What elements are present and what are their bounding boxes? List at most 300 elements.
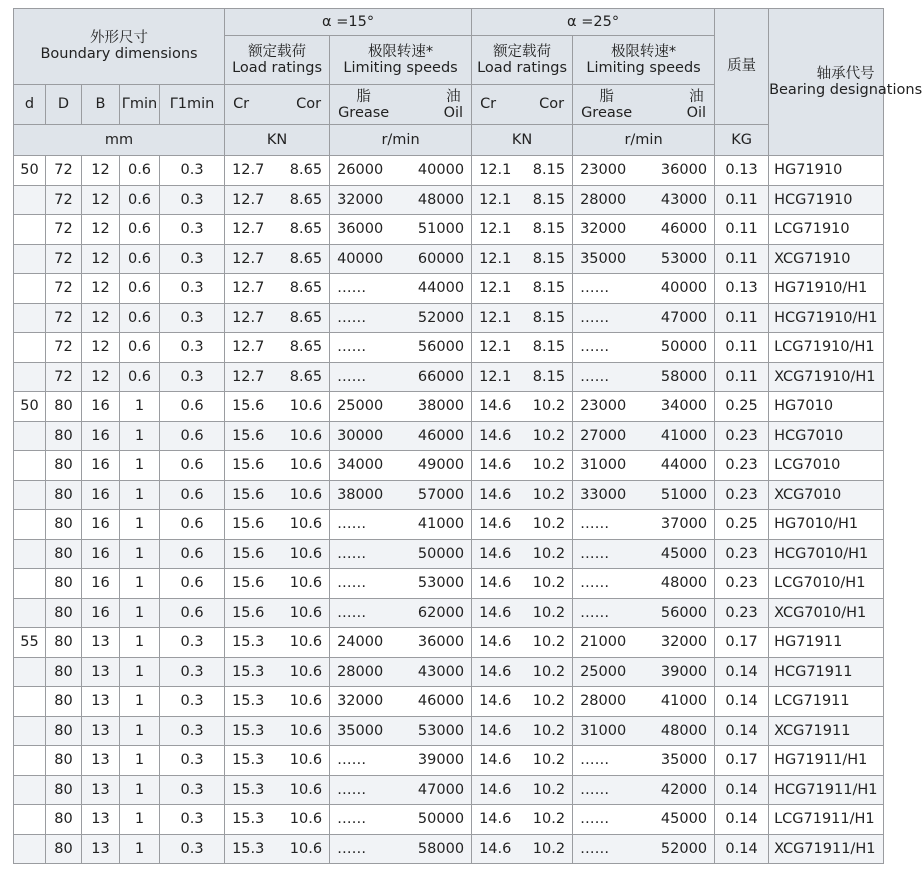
cell-cr-cor-15: 12.7 8.65	[225, 215, 330, 245]
cell-speeds-25: …… 35000	[573, 746, 715, 776]
cell-cr-cor-25: 14.6 10.2	[472, 569, 573, 599]
limiting-speeds-25-header: 极限转速* Limiting speeds	[573, 36, 715, 85]
cell-speeds-25: 33000 51000	[573, 480, 715, 510]
cell-cr-cor-25: 12.1 8.15	[472, 156, 573, 186]
cell-speeds-15: …… 58000	[330, 834, 472, 864]
cell-d	[14, 687, 46, 717]
cell-designation: LCG71910/H1	[769, 333, 884, 363]
cell-D: 72	[46, 244, 82, 274]
designation-header: 轴承代号 Bearing designations	[769, 9, 884, 156]
cell-cr-cor-15: 12.7 8.65	[225, 244, 330, 274]
cell-D: 80	[46, 480, 82, 510]
cell-d	[14, 834, 46, 864]
cell-D: 80	[46, 716, 82, 746]
cell-speeds-25: …… 50000	[573, 333, 715, 363]
cell-mass: 0.14	[715, 657, 769, 687]
cell-rmin: 0.6	[120, 156, 160, 186]
unit-kn-15: KN	[225, 125, 330, 156]
cell-rmin: 1	[120, 392, 160, 422]
cell-mass: 0.11	[715, 215, 769, 245]
cell-cr-cor-15: 15.3 10.6	[225, 805, 330, 835]
table-body	[14, 156, 884, 864]
table-row	[14, 834, 884, 864]
cell-r1min: 0.3	[160, 775, 225, 805]
cell-cr-cor-25: 12.1 8.15	[472, 303, 573, 333]
table-row	[14, 215, 884, 245]
cell-B: 12	[82, 333, 120, 363]
cell-speeds-25: …… 45000	[573, 805, 715, 835]
cell-D: 80	[46, 657, 82, 687]
cell-D: 80	[46, 510, 82, 540]
cell-designation: HCG7010/H1	[769, 539, 884, 569]
cell-r1min: 0.6	[160, 392, 225, 422]
table-row	[14, 657, 884, 687]
cell-designation: HCG7010	[769, 421, 884, 451]
cell-speeds-25: 31000 44000	[573, 451, 715, 481]
cell-cr-cor-25: 14.6 10.2	[472, 716, 573, 746]
cell-designation: LCG71911/H1	[769, 805, 884, 835]
cell-cr-cor-15: 15.6 10.6	[225, 480, 330, 510]
col-d-header: d	[14, 85, 46, 125]
cell-cr-cor-15: 15.6 10.6	[225, 451, 330, 481]
cell-d	[14, 244, 46, 274]
cell-designation: XCG7010	[769, 480, 884, 510]
cell-d	[14, 746, 46, 776]
cell-speeds-15: 34000 49000	[330, 451, 472, 481]
cell-mass: 0.13	[715, 274, 769, 304]
cell-speeds-25: 28000 41000	[573, 687, 715, 717]
cell-r1min: 0.6	[160, 598, 225, 628]
cell-mass: 0.17	[715, 746, 769, 776]
cell-mass: 0.23	[715, 598, 769, 628]
cell-cr-cor-15: 15.3 10.6	[225, 657, 330, 687]
cell-rmin: 1	[120, 569, 160, 599]
cell-rmin: 1	[120, 451, 160, 481]
cell-rmin: 1	[120, 834, 160, 864]
cell-r1min: 0.3	[160, 628, 225, 658]
cell-designation: HG71910	[769, 156, 884, 186]
cell-D: 72	[46, 156, 82, 186]
cell-r1min: 0.3	[160, 215, 225, 245]
cell-r1min: 0.3	[160, 333, 225, 363]
cell-cr-cor-25: 14.6 10.2	[472, 657, 573, 687]
cell-r1min: 0.3	[160, 185, 225, 215]
cell-rmin: 1	[120, 687, 160, 717]
unit-kn-25: KN	[472, 125, 573, 156]
cell-cr-cor-15: 15.3 10.6	[225, 716, 330, 746]
cell-rmin: 0.6	[120, 303, 160, 333]
cell-B: 12	[82, 185, 120, 215]
cell-B: 16	[82, 569, 120, 599]
cell-D: 72	[46, 215, 82, 245]
cell-speeds-15: …… 50000	[330, 539, 472, 569]
cell-D: 72	[46, 333, 82, 363]
cell-mass: 0.23	[715, 421, 769, 451]
table-row	[14, 805, 884, 835]
col-r1min-header: Γ1min	[160, 85, 225, 125]
table-row	[14, 303, 884, 333]
cell-D: 72	[46, 362, 82, 392]
cell-rmin: 1	[120, 510, 160, 540]
cell-r1min: 0.3	[160, 244, 225, 274]
cell-rmin: 1	[120, 598, 160, 628]
table-row	[14, 392, 884, 422]
table-row	[14, 716, 884, 746]
cell-d	[14, 451, 46, 481]
table-row	[14, 628, 884, 658]
cell-mass: 0.13	[715, 156, 769, 186]
cell-mass: 0.14	[715, 834, 769, 864]
cell-cr-cor-25: 12.1 8.15	[472, 185, 573, 215]
alpha25-header: α =25°	[472, 9, 715, 36]
cell-speeds-25: …… 48000	[573, 569, 715, 599]
cell-speeds-15: …… 56000	[330, 333, 472, 363]
cell-mass: 0.23	[715, 480, 769, 510]
cell-D: 80	[46, 569, 82, 599]
cell-rmin: 1	[120, 657, 160, 687]
cell-speeds-25: 32000 46000	[573, 215, 715, 245]
limiting-speeds-15-header: 极限转速* Limiting speeds	[330, 36, 472, 85]
cell-designation: XCG71910	[769, 244, 884, 274]
cell-B: 16	[82, 451, 120, 481]
cell-mass: 0.11	[715, 244, 769, 274]
cell-designation: HCG71911	[769, 657, 884, 687]
cell-r1min: 0.6	[160, 569, 225, 599]
cell-speeds-15: …… 50000	[330, 805, 472, 835]
cell-B: 13	[82, 687, 120, 717]
cell-designation: HG7010/H1	[769, 510, 884, 540]
cell-d	[14, 598, 46, 628]
cell-cr-cor-25: 12.1 8.15	[472, 215, 573, 245]
cell-D: 80	[46, 775, 82, 805]
cell-B: 16	[82, 598, 120, 628]
cell-speeds-15: …… 66000	[330, 362, 472, 392]
table-row	[14, 510, 884, 540]
cell-speeds-15: 36000 51000	[330, 215, 472, 245]
cell-D: 80	[46, 539, 82, 569]
cell-B: 13	[82, 657, 120, 687]
cell-rmin: 0.6	[120, 333, 160, 363]
cell-speeds-15: …… 52000	[330, 303, 472, 333]
cell-rmin: 0.6	[120, 185, 160, 215]
cr-cor-25-header: Cr Cor	[472, 85, 573, 125]
cell-r1min: 0.6	[160, 480, 225, 510]
table-row	[14, 480, 884, 510]
cell-cr-cor-25: 14.6 10.2	[472, 480, 573, 510]
cell-cr-cor-25: 14.6 10.2	[472, 510, 573, 540]
cell-speeds-15: …… 44000	[330, 274, 472, 304]
cell-B: 13	[82, 716, 120, 746]
cell-rmin: 1	[120, 480, 160, 510]
cell-speeds-25: 31000 48000	[573, 716, 715, 746]
cell-rmin: 1	[120, 746, 160, 776]
cell-B: 12	[82, 362, 120, 392]
table-row	[14, 598, 884, 628]
table-row	[14, 333, 884, 363]
cell-designation: HG71911/H1	[769, 746, 884, 776]
cell-cr-cor-15: 12.7 8.65	[225, 156, 330, 186]
cell-rmin: 1	[120, 805, 160, 835]
cell-speeds-25: 23000 36000	[573, 156, 715, 186]
cell-D: 80	[46, 392, 82, 422]
cell-designation: XCG7010/H1	[769, 598, 884, 628]
cell-d	[14, 421, 46, 451]
cell-speeds-15: …… 39000	[330, 746, 472, 776]
cell-speeds-15: 35000 53000	[330, 716, 472, 746]
cell-B: 12	[82, 244, 120, 274]
cell-d	[14, 274, 46, 304]
cell-r1min: 0.3	[160, 362, 225, 392]
cell-speeds-25: …… 56000	[573, 598, 715, 628]
cell-cr-cor-15: 15.6 10.6	[225, 539, 330, 569]
cell-designation: HCG71911/H1	[769, 775, 884, 805]
col-D-header: D	[46, 85, 82, 125]
cell-rmin: 1	[120, 421, 160, 451]
cell-speeds-15: …… 41000	[330, 510, 472, 540]
cell-speeds-25: …… 52000	[573, 834, 715, 864]
cell-rmin: 1	[120, 628, 160, 658]
cell-speeds-25: 21000 32000	[573, 628, 715, 658]
cell-designation: XCG71911/H1	[769, 834, 884, 864]
cell-B: 12	[82, 156, 120, 186]
cell-d: 50	[14, 156, 46, 186]
cell-d	[14, 480, 46, 510]
table-row	[14, 775, 884, 805]
cell-D: 80	[46, 451, 82, 481]
cell-mass: 0.14	[715, 775, 769, 805]
cell-r1min: 0.3	[160, 805, 225, 835]
table-row	[14, 539, 884, 569]
cell-cr-cor-25: 12.1 8.15	[472, 244, 573, 274]
col-rmin-header: Γmin	[120, 85, 160, 125]
cell-cr-cor-15: 12.7 8.65	[225, 333, 330, 363]
cell-speeds-25: 25000 39000	[573, 657, 715, 687]
cell-d	[14, 805, 46, 835]
cell-cr-cor-15: 12.7 8.65	[225, 274, 330, 304]
cell-D: 80	[46, 598, 82, 628]
cr-cor-15-header: Cr Cor	[225, 85, 330, 125]
table-row	[14, 244, 884, 274]
cell-designation: LCG7010	[769, 451, 884, 481]
cell-mass: 0.25	[715, 392, 769, 422]
cell-D: 80	[46, 746, 82, 776]
cell-cr-cor-25: 14.6 10.2	[472, 628, 573, 658]
cell-r1min: 0.3	[160, 274, 225, 304]
cell-designation: HG71910/H1	[769, 274, 884, 304]
cell-d	[14, 215, 46, 245]
cell-mass: 0.11	[715, 362, 769, 392]
cell-mass: 0.14	[715, 716, 769, 746]
cell-speeds-15: 40000 60000	[330, 244, 472, 274]
cell-r1min: 0.6	[160, 451, 225, 481]
cell-speeds-25: …… 37000	[573, 510, 715, 540]
cell-speeds-25: 28000 43000	[573, 185, 715, 215]
cell-r1min: 0.6	[160, 421, 225, 451]
boundary-dimensions-header: 外形尺寸 Boundary dimensions	[14, 9, 225, 85]
cell-B: 13	[82, 805, 120, 835]
cell-B: 13	[82, 628, 120, 658]
cell-B: 12	[82, 274, 120, 304]
cell-B: 13	[82, 775, 120, 805]
cell-speeds-25: 35000 53000	[573, 244, 715, 274]
cell-d	[14, 303, 46, 333]
cell-speeds-15: 24000 36000	[330, 628, 472, 658]
table-row	[14, 569, 884, 599]
cell-B: 16	[82, 421, 120, 451]
cell-cr-cor-25: 14.6 10.2	[472, 451, 573, 481]
cell-d: 55	[14, 628, 46, 658]
cell-speeds-15: 25000 38000	[330, 392, 472, 422]
cell-B: 13	[82, 834, 120, 864]
cell-designation: LCG71911	[769, 687, 884, 717]
cell-cr-cor-25: 14.6 10.2	[472, 392, 573, 422]
cell-cr-cor-15: 15.3 10.6	[225, 775, 330, 805]
table-header	[14, 9, 922, 156]
cell-d	[14, 362, 46, 392]
cell-d	[14, 775, 46, 805]
cell-mass: 0.14	[715, 687, 769, 717]
cell-B: 13	[82, 746, 120, 776]
table-row	[14, 274, 884, 304]
grease-oil-15-header: 脂 Grease 油 Oil	[330, 85, 472, 125]
cell-r1min: 0.3	[160, 746, 225, 776]
cell-speeds-25: 23000 34000	[573, 392, 715, 422]
cell-r1min: 0.3	[160, 687, 225, 717]
cell-cr-cor-25: 14.6 10.2	[472, 598, 573, 628]
cell-speeds-15: 38000 57000	[330, 480, 472, 510]
bearing-spec-table	[13, 8, 922, 864]
cell-mass: 0.25	[715, 510, 769, 540]
cell-rmin: 1	[120, 539, 160, 569]
cell-cr-cor-15: 15.3 10.6	[225, 628, 330, 658]
cell-speeds-25: …… 40000	[573, 274, 715, 304]
cell-speeds-25: …… 45000	[573, 539, 715, 569]
cell-cr-cor-15: 12.7 8.65	[225, 185, 330, 215]
cell-r1min: 0.6	[160, 510, 225, 540]
cell-designation: LCG71910	[769, 215, 884, 245]
table-row	[14, 156, 884, 186]
cell-r1min: 0.3	[160, 716, 225, 746]
cell-cr-cor-15: 15.6 10.6	[225, 510, 330, 540]
cell-cr-cor-15: 15.3 10.6	[225, 834, 330, 864]
cell-rmin: 0.6	[120, 244, 160, 274]
cell-cr-cor-15: 15.6 10.6	[225, 392, 330, 422]
cell-speeds-15: 32000 48000	[330, 185, 472, 215]
cell-D: 80	[46, 687, 82, 717]
cell-d	[14, 510, 46, 540]
cell-speeds-15: 30000 46000	[330, 421, 472, 451]
cell-d	[14, 657, 46, 687]
cell-designation: HG71911	[769, 628, 884, 658]
cell-D: 80	[46, 421, 82, 451]
cell-rmin: 0.6	[120, 274, 160, 304]
cell-cr-cor-15: 15.3 10.6	[225, 746, 330, 776]
cell-speeds-15: 32000 46000	[330, 687, 472, 717]
cell-d: 50	[14, 392, 46, 422]
cell-d	[14, 716, 46, 746]
cell-speeds-15: 26000 40000	[330, 156, 472, 186]
cell-mass: 0.11	[715, 185, 769, 215]
unit-rpm-25: r/min	[573, 125, 715, 156]
cell-mass: 0.11	[715, 333, 769, 363]
cell-cr-cor-25: 14.6 10.2	[472, 775, 573, 805]
cell-r1min: 0.3	[160, 657, 225, 687]
cell-B: 16	[82, 480, 120, 510]
cell-cr-cor-15: 15.3 10.6	[225, 687, 330, 717]
cell-mass: 0.23	[715, 451, 769, 481]
load-ratings-25-header: 额定载荷 Load ratings	[472, 36, 573, 85]
cell-speeds-15: …… 53000	[330, 569, 472, 599]
cell-mass: 0.17	[715, 628, 769, 658]
cell-d	[14, 539, 46, 569]
cell-cr-cor-15: 15.6 10.6	[225, 421, 330, 451]
cell-mass: 0.14	[715, 805, 769, 835]
cell-mass: 0.11	[715, 303, 769, 333]
cell-D: 72	[46, 274, 82, 304]
cell-speeds-25: …… 58000	[573, 362, 715, 392]
cell-d	[14, 569, 46, 599]
mass-header: 质量	[715, 9, 769, 125]
cell-D: 72	[46, 303, 82, 333]
cell-speeds-25: …… 47000	[573, 303, 715, 333]
cell-cr-cor-25: 14.6 10.2	[472, 746, 573, 776]
cell-B: 16	[82, 539, 120, 569]
cell-cr-cor-25: 12.1 8.15	[472, 362, 573, 392]
unit-mm: mm	[14, 125, 225, 156]
unit-rpm-15: r/min	[330, 125, 472, 156]
cell-speeds-25: 27000 41000	[573, 421, 715, 451]
cell-cr-cor-15: 15.6 10.6	[225, 569, 330, 599]
cell-mass: 0.23	[715, 569, 769, 599]
cell-designation: XCG71911	[769, 716, 884, 746]
cell-designation: HCG71910/H1	[769, 303, 884, 333]
cell-designation: HG7010	[769, 392, 884, 422]
table-row	[14, 185, 884, 215]
cell-cr-cor-25: 12.1 8.15	[472, 274, 573, 304]
cell-designation: XCG71910/H1	[769, 362, 884, 392]
cell-B: 12	[82, 215, 120, 245]
unit-kg: KG	[715, 125, 769, 156]
cell-designation: LCG7010/H1	[769, 569, 884, 599]
cell-rmin: 1	[120, 716, 160, 746]
cell-D: 72	[46, 185, 82, 215]
cell-cr-cor-15: 15.6 10.6	[225, 598, 330, 628]
cell-B: 16	[82, 510, 120, 540]
cell-speeds-15: …… 62000	[330, 598, 472, 628]
cell-D: 80	[46, 834, 82, 864]
cell-cr-cor-15: 12.7 8.65	[225, 303, 330, 333]
cell-speeds-15: …… 47000	[330, 775, 472, 805]
cell-r1min: 0.3	[160, 834, 225, 864]
cell-cr-cor-25: 14.6 10.2	[472, 421, 573, 451]
cell-cr-cor-15: 12.7 8.65	[225, 362, 330, 392]
cell-B: 12	[82, 303, 120, 333]
cell-r1min: 0.6	[160, 539, 225, 569]
table-row	[14, 421, 884, 451]
table-row	[14, 687, 884, 717]
cell-mass: 0.23	[715, 539, 769, 569]
cell-d	[14, 333, 46, 363]
col-B-header: B	[82, 85, 120, 125]
cell-rmin: 0.6	[120, 215, 160, 245]
cell-d	[14, 185, 46, 215]
table-row	[14, 362, 884, 392]
cell-cr-cor-25: 14.6 10.2	[472, 687, 573, 717]
cell-cr-cor-25: 14.6 10.2	[472, 834, 573, 864]
table-row	[14, 746, 884, 776]
cell-r1min: 0.3	[160, 156, 225, 186]
cell-cr-cor-25: 14.6 10.2	[472, 539, 573, 569]
